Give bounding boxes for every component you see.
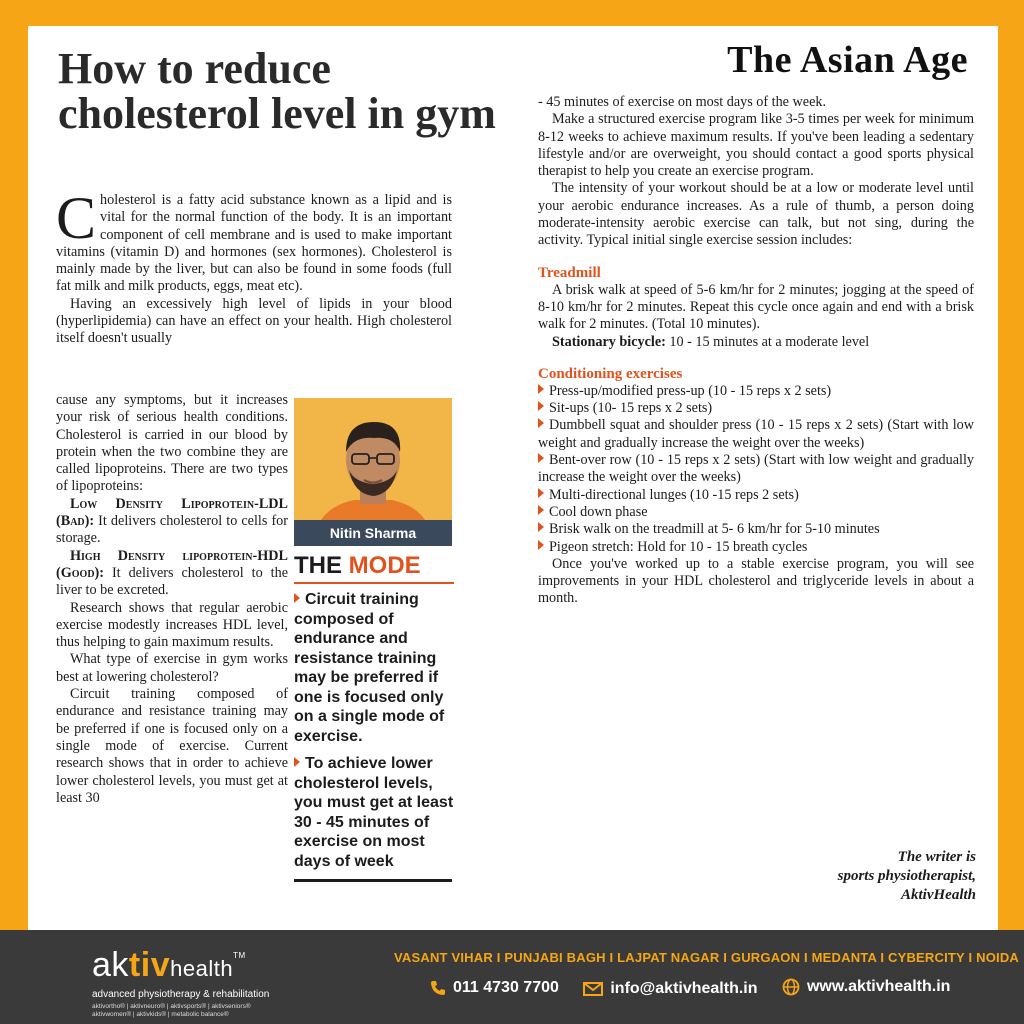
bullet-arrow-icon [538, 453, 544, 463]
conditioning-item [538, 521, 974, 538]
website-url: www.aktivhealth.in [806, 978, 951, 995]
mode-title-prefix: THE [294, 552, 349, 579]
globe-icon [782, 978, 800, 996]
mode-item-text: To achieve lower cholesterol levels, you must get at least 30 - 45 minutes of exercise on most days of week [294, 755, 454, 870]
bicycle-text: 10 - 15 minutes at a moderate level [665, 333, 870, 350]
sidebar-bottom-rule [294, 879, 452, 882]
signature-line: sports physiotherapist, [837, 868, 976, 884]
signature-line: AktivHealth [901, 887, 976, 903]
bullet-arrow-icon [538, 418, 544, 428]
article-column-narrow [56, 392, 288, 807]
treadmill-paragraph: A brisk walk at speed of 5-6 km/hr for 2 minutes; jogging at the speed of 8-10 km/hr for 2 minutes. Repeat this cycle once again and end with a brisk walk for 2 minutes. (Total 10 minutes). [538, 281, 974, 333]
website-contact[interactable] [782, 978, 950, 996]
mode-item [294, 754, 454, 871]
closing-paragraph: Once you've worked up to a stable exercise program, you will see improvements in your HDL cholesterol and triglyceride levels in about a month. [538, 555, 974, 607]
bullet-arrow-icon [538, 384, 544, 394]
bicycle-lead: Stationary bicycle: [552, 333, 666, 350]
conditioning-heading: Conditioning exercises [538, 365, 683, 382]
risk-paragraph: cause any symptoms, but it increases your risk of serious health conditions. Cholesterol is carried in our blood by protein when the two combine they are called lipoproteins. There are two types of lipoproteins: [56, 392, 288, 495]
phone-contact[interactable] [430, 979, 559, 997]
bicycle-paragraph [538, 334, 974, 351]
signature-line: The writer is [897, 849, 976, 865]
brands-line: aktivwomen® | aktivkids® | metabolic balance® [92, 1011, 229, 1018]
bullet-arrow-icon [294, 593, 300, 603]
conditioning-item-text: Brisk walk on the treadmill at 5- 6 km/hr for 5-10 minutes [549, 521, 880, 538]
ldl-term: Low Density Lipoprotein-LDL (Bad): [56, 495, 288, 530]
logo-brands [92, 1003, 272, 1019]
hdl-paragraph [56, 548, 288, 600]
ldl-text: It delivers cholesterol to cells for storage. [56, 513, 288, 547]
bullet-arrow-icon [538, 540, 544, 550]
conditioning-item-text: Pigeon stretch: Hold for 10 - 15 breath cycles [549, 538, 808, 555]
article-headline: How to reduce cholesterol level in gym [58, 44, 496, 138]
question-paragraph: What type of exercise in gym works best at lowering cholesterol? [56, 651, 288, 685]
logo-trademark: TM [233, 951, 246, 960]
the-mode-sidebar [294, 552, 454, 882]
conditioning-item-text: Bent-over row (10 - 15 reps x 2 sets) (Start with low weight and gradually increase the weight over the weeks) [538, 452, 974, 486]
conditioning-item [538, 417, 974, 452]
hdl-text: It delivers cholesterol to the liver to be excreted. [56, 564, 288, 599]
brands-line: aktivortho® | aktivneuro® | aktivsports® | aktivseniors® [92, 1003, 251, 1010]
intro-text: holesterol is a fatty acid substance known as a lipid and is vital for the normal function of the body. It is an important component of cell membrane and is used to make important vitamins (vitamin D) and hormones (sex hormones). Cholesterol is mainly made by the liver, but can also be found in some foods (full fat milk and milk products, eggs, meat etc). [56, 192, 452, 295]
conditioning-item-text: Press-up/modified press-up (10 - 15 reps x 2 sets) [549, 382, 832, 399]
mode-item-text: Circuit training composed of endurance and resistance training may be preferred if one is focused only on a single mode of exercise. [294, 591, 445, 745]
logo-ak: ak [92, 946, 129, 984]
conditioning-item [538, 400, 974, 417]
author-signature [838, 848, 976, 905]
aktivhealth-logo [92, 938, 272, 1019]
clinic-locations: VASANT VIHAR I PUNJABI BAGH I LAJPAT NAGAR I GURGAON I MEDANTA I CYBERCITY I NOIDA [394, 950, 1020, 965]
photo-caption: Nitin Sharma [294, 520, 452, 546]
logo-wordmark [92, 938, 272, 987]
contact-info [430, 978, 970, 1001]
bullet-arrow-icon [538, 401, 544, 411]
hdl-term: High Density lipoprotein-HDL (Good): [56, 547, 288, 581]
mode-title-accent: MODE [348, 552, 421, 579]
bullet-arrow-icon [538, 522, 544, 532]
article-column-right [538, 94, 974, 608]
bullet-arrow-icon [294, 757, 300, 767]
conditioning-item [538, 487, 974, 504]
intro-paragraph [56, 185, 452, 296]
conditioning-item [538, 539, 974, 556]
lipids-paragraph: Having an excessively high level of lipids in your blood (hyperlipidemia) can have an effect on your health. High cholesterol itself doesn't usually [56, 295, 452, 347]
intensity-paragraph: The intensity of your workout should be at a low or moderate level until your aerobic endurance increases. As a rule of thumb, a person doing moderate-intensity aerobic exercise can talk, but not sing, during the activity. Typical initial single exercise session includes: [538, 180, 974, 249]
logo-tagline: advanced physiotherapy & rehabilitation [92, 989, 270, 1000]
conditioning-item [538, 383, 974, 400]
email-icon [583, 982, 603, 996]
logo-tiv: tiv [128, 946, 171, 984]
mode-title [294, 552, 454, 584]
mode-item [294, 590, 454, 746]
conditioning-item [538, 452, 974, 487]
bullet-arrow-icon [538, 488, 544, 498]
conditioning-item-text: Dumbbell squat and shoulder press (10 - 15 reps x 2 sets) (Start with low weight and gradually increase the weight over the weeks) [538, 417, 974, 451]
email-contact[interactable] [583, 980, 757, 998]
circuit-paragraph: Circuit training composed of endurance and resistance training may be preferred if one is focused only on a single mode of exercise. Current research shows that in order to achieve lower cholesterol levels, you must get at least 30 [56, 686, 288, 806]
conditioning-item-text: Cool down phase [549, 503, 648, 520]
phone-icon [430, 980, 446, 996]
research-paragraph: Research shows that regular aerobic exercise modestly increases HDL level, thus helping to gain maximum results. [56, 599, 288, 651]
bullet-arrow-icon [538, 505, 544, 515]
program-paragraph: Make a structured exercise program like 3-5 times per week for minimum 8-12 weeks to achieve maximum results. If you've been leading a sedentary lifestyle and/or are overweight, you should contact a good sports physical therapist to help you create an exercise program. [538, 111, 974, 180]
email-address: info@aktivhealth.in [610, 980, 758, 997]
footer-banner [0, 930, 1024, 1024]
duration-paragraph: - 45 minutes of exercise on most days of the week. [538, 94, 827, 110]
dropcap-letter: C [56, 185, 97, 251]
logo-health: health [170, 956, 234, 981]
article-intro [56, 185, 452, 348]
conditioning-item-text: Sit-ups (10- 15 reps x 2 sets) [549, 400, 713, 417]
treadmill-heading: Treadmill [538, 264, 601, 281]
ldl-paragraph [56, 496, 288, 548]
newspaper-clipping [28, 26, 998, 930]
conditioning-item [538, 504, 974, 521]
newspaper-masthead: The Asian Age [727, 39, 968, 81]
phone-number: 011 4730 7700 [453, 979, 559, 996]
conditioning-item-text: Multi-directional lunges (10 -15 reps 2 sets) [549, 486, 799, 503]
